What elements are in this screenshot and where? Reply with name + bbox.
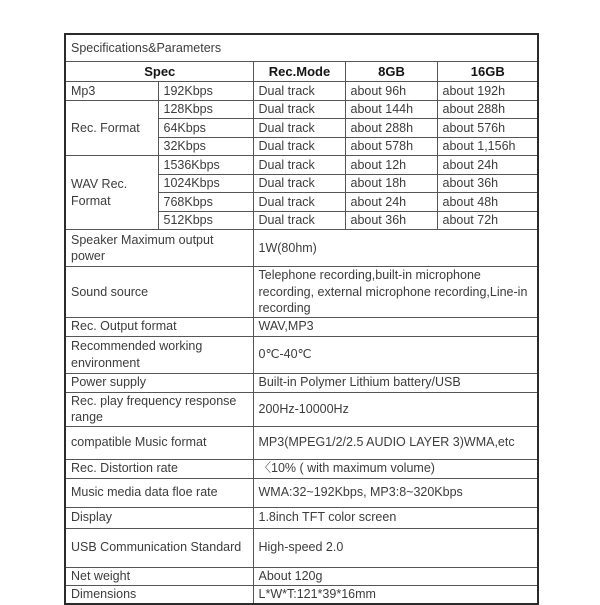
spec-value: MP3(MPEG1/2/2.5 AUDIO LAYER 3)WMA,etc (253, 426, 538, 459)
table-row (65, 478, 538, 507)
bitrate-cell: 32Kbps (158, 137, 253, 156)
spec-label: Rec. play frequency response range (65, 392, 253, 426)
bitrate-cell: 512Kbps (158, 211, 253, 230)
spec-value: 200Hz-10000Hz (253, 392, 538, 426)
duration-8gb-cell: about 144h (345, 100, 437, 119)
rec-mode-cell: Dual track (253, 156, 345, 175)
spec-label: USB Communication Standard (65, 528, 253, 567)
duration-16gb-cell: about 1,156h (437, 137, 538, 156)
duration-16gb-cell: about 192h (437, 82, 538, 101)
duration-8gb-cell: about 578h (345, 137, 437, 156)
spec-value: 1.8inch TFT color screen (253, 507, 538, 528)
spec-value: 0℃-40℃ (253, 336, 538, 373)
duration-8gb-cell: about 24h (345, 193, 437, 212)
table-row (65, 528, 538, 567)
column-header-rec-mode: Rec.Mode (253, 62, 345, 82)
spec-value: High-speed 2.0 (253, 528, 538, 567)
spec-value: Telephone recording,built-in microphone recording, external microphone recording,Line-in recording (253, 267, 538, 318)
table-row (65, 156, 538, 175)
header-row (65, 62, 538, 82)
duration-8gb-cell: about 12h (345, 156, 437, 175)
spec-value: About 120g (253, 567, 538, 585)
table-row (65, 426, 538, 459)
spec-value: Built-in Polymer Lithium battery/USB (253, 373, 538, 392)
specifications-table (64, 33, 539, 605)
duration-8gb-cell: about 18h (345, 174, 437, 193)
column-header-16gb: 16GB (437, 62, 538, 82)
bitrate-cell: 1024Kbps (158, 174, 253, 193)
table-row (65, 392, 538, 426)
table-row (65, 507, 538, 528)
duration-16gb-cell: about 72h (437, 211, 538, 230)
title-row (65, 34, 538, 62)
table-row (65, 230, 538, 267)
page-title: Specifications&Parameters (65, 34, 538, 62)
spec-label: Rec. Distortion rate (65, 459, 253, 478)
category-mp3: Mp3 (65, 82, 158, 101)
duration-16gb-cell: about 288h (437, 100, 538, 119)
table-row (65, 100, 538, 119)
spec-label: Recommended working environment (65, 336, 253, 373)
spec-label: Power supply (65, 373, 253, 392)
rec-mode-cell: Dual track (253, 137, 345, 156)
category-rec-format: Rec. Format (65, 100, 158, 156)
rec-mode-cell: Dual track (253, 211, 345, 230)
table-row (65, 585, 538, 604)
table-row (65, 459, 538, 478)
table-row (65, 317, 538, 336)
spec-label: Speaker Maximum output power (65, 230, 253, 267)
specifications-sheet (64, 33, 539, 605)
duration-8gb-cell: about 96h (345, 82, 437, 101)
rec-mode-cell: Dual track (253, 119, 345, 138)
bitrate-cell: 768Kbps (158, 193, 253, 212)
spec-label: Music media data floe rate (65, 478, 253, 507)
table-row (65, 82, 538, 101)
spec-value: 〈10% ( with maximum volume) (253, 459, 538, 478)
spec-label: Rec. Output format (65, 317, 253, 336)
spec-label: compatible Music format (65, 426, 253, 459)
spec-value: 1W(80hm) (253, 230, 538, 267)
duration-16gb-cell: about 36h (437, 174, 538, 193)
duration-16gb-cell: about 24h (437, 156, 538, 175)
spec-label: Net weight (65, 567, 253, 585)
spec-value: WAV,MP3 (253, 317, 538, 336)
rec-mode-cell: Dual track (253, 82, 345, 101)
spec-value: L*W*T:121*39*16mm (253, 585, 538, 604)
spec-value: WMA:32~192Kbps, MP3:8~320Kbps (253, 478, 538, 507)
category-wav-rec-format: WAV Rec. Format (65, 156, 158, 230)
spec-label: Dimensions (65, 585, 253, 604)
bitrate-cell: 128Kbps (158, 100, 253, 119)
bitrate-cell: 192Kbps (158, 82, 253, 101)
column-header-8gb: 8GB (345, 62, 437, 82)
table-row (65, 336, 538, 373)
table-row (65, 373, 538, 392)
duration-8gb-cell: about 36h (345, 211, 437, 230)
table-row (65, 267, 538, 318)
duration-8gb-cell: about 288h (345, 119, 437, 138)
duration-16gb-cell: about 576h (437, 119, 538, 138)
rec-mode-cell: Dual track (253, 174, 345, 193)
rec-mode-cell: Dual track (253, 193, 345, 212)
spec-label: Display (65, 507, 253, 528)
spec-label: Sound source (65, 267, 253, 318)
table-row (65, 567, 538, 585)
duration-16gb-cell: about 48h (437, 193, 538, 212)
bitrate-cell: 64Kbps (158, 119, 253, 138)
column-header-spec: Spec (65, 62, 253, 82)
bitrate-cell: 1536Kbps (158, 156, 253, 175)
rec-mode-cell: Dual track (253, 100, 345, 119)
